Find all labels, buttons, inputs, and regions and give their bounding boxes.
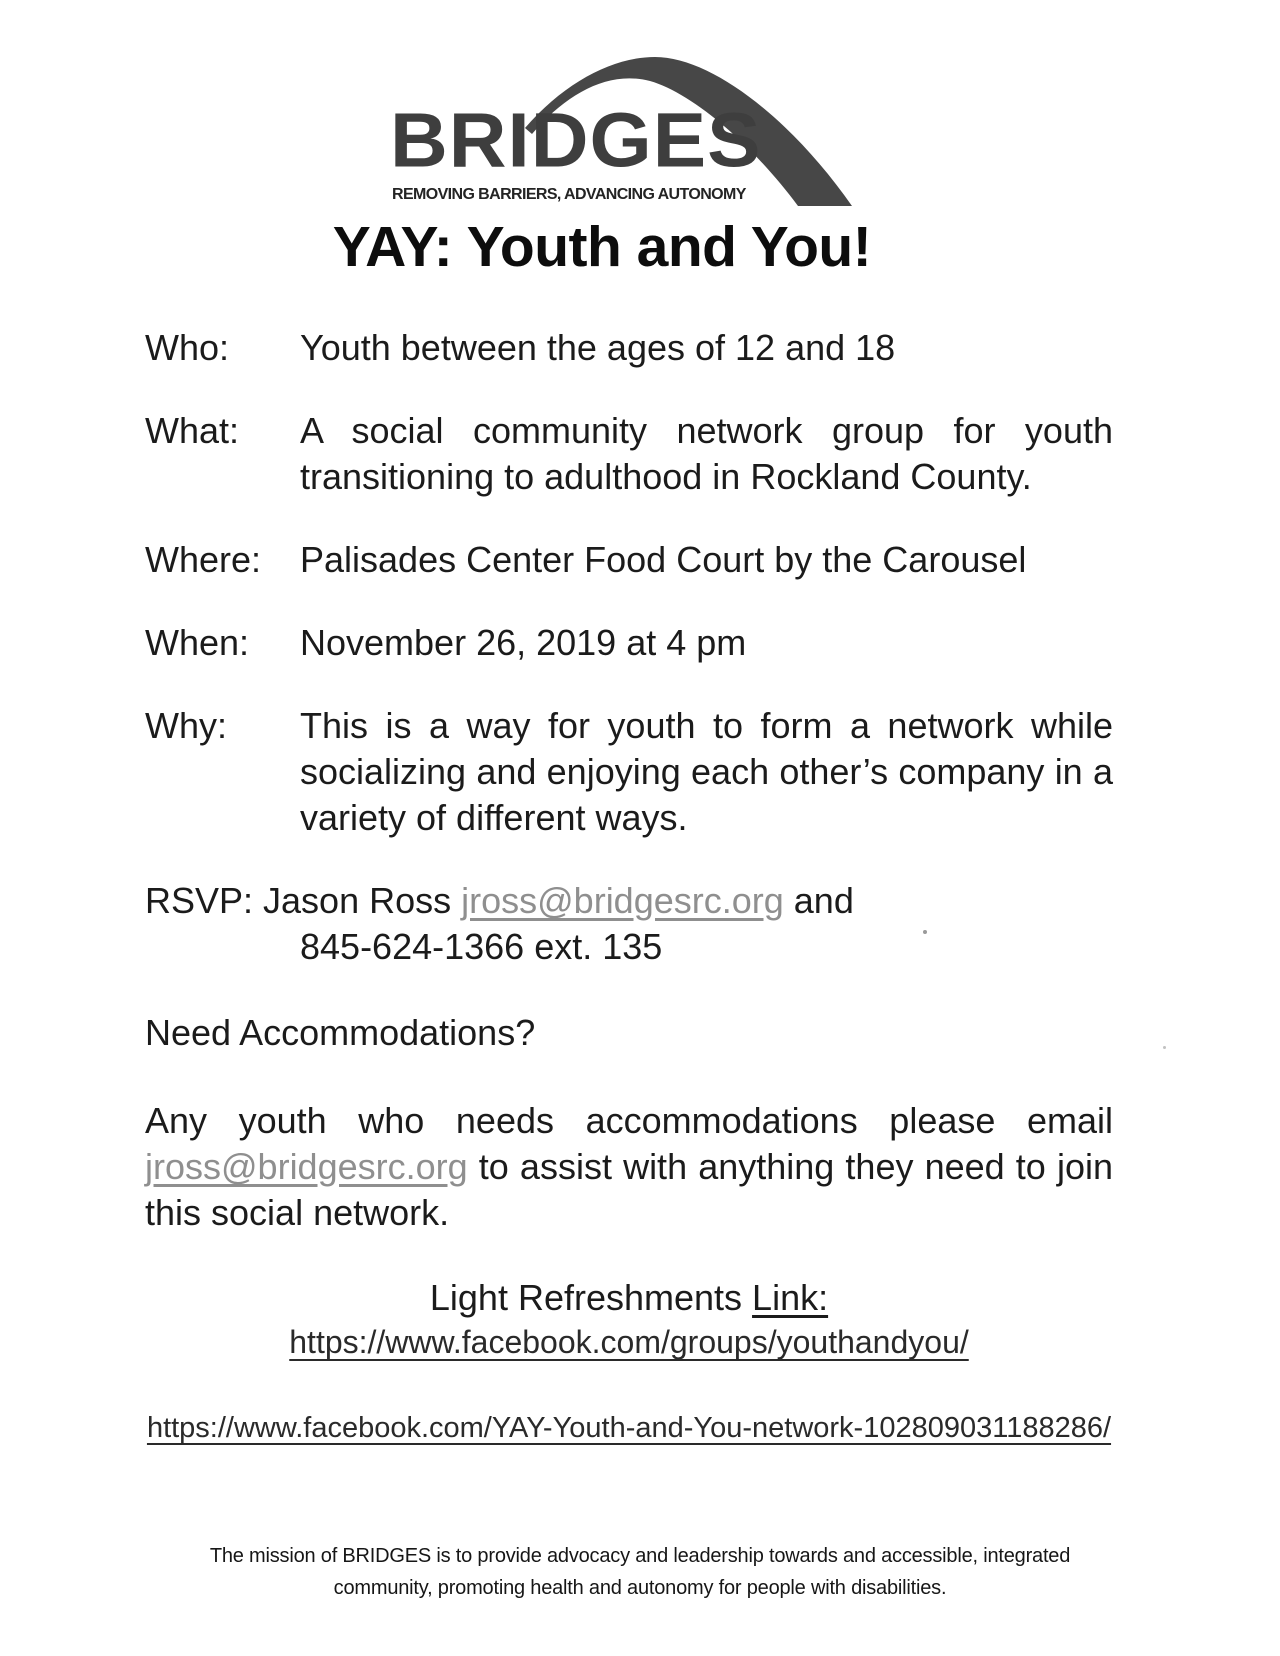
rsvp-text-suffix: and xyxy=(783,879,854,921)
info-text: Youth between the ages of 12 and 18 xyxy=(300,326,896,368)
facebook-group-link[interactable]: https://www.facebook.com/groups/youthandyou/ xyxy=(289,1324,969,1361)
info-label: When: xyxy=(145,621,250,663)
info-row-where xyxy=(145,537,1113,583)
info-text: This is a way for youth to form a network while socializing and enjoying each other’s company in a variety of different ways. xyxy=(300,704,1113,838)
scan-speckle xyxy=(1163,1046,1166,1049)
info-text: Palisades Center Food Court by the Carousel xyxy=(300,538,1027,580)
accommodations-heading: Need Accommodations? xyxy=(145,1011,536,1053)
rsvp-text: RSVP: Jason Ross xyxy=(145,879,462,921)
rsvp-phone: 845-624-1366 ext. 135 xyxy=(300,925,663,967)
mission-line-1: The mission of BRIDGES is to provide advocacy and leadership towards and accessible, integrated xyxy=(209,1545,1071,1567)
title-wrap xyxy=(0,216,1280,279)
info-text: November 26, 2019 at 4 pm xyxy=(300,621,747,663)
facebook-page-link[interactable]: https://www.facebook.com/YAY-Youth-and-You-network-102809031188286/ xyxy=(146,1412,1112,1445)
page-title: YAY: Youth and You! xyxy=(332,215,872,279)
mission-line-2: community, promoting health and autonomy for people with disabilities. xyxy=(333,1576,947,1599)
accommodations-paragraph xyxy=(145,1098,1113,1236)
rsvp-email-link[interactable]: jross@bridgesrc.org xyxy=(461,879,784,921)
rsvp-line xyxy=(145,878,1113,970)
refreshments-link-word[interactable]: Link: xyxy=(752,1276,829,1318)
bridges-logo xyxy=(370,52,870,210)
refreshments-text: Light Refreshments xyxy=(429,1276,753,1318)
refreshments-block xyxy=(145,1274,1113,1364)
accommodations-email-link[interactable]: jross@bridgesrc.org xyxy=(145,1145,468,1187)
info-label: Why: xyxy=(145,704,228,746)
info-label: Who: xyxy=(145,326,230,368)
info-row-what xyxy=(145,408,1113,500)
info-label: What: xyxy=(145,409,240,451)
info-row-why xyxy=(145,703,1113,841)
logo-wordmark: BRIDGES xyxy=(390,97,762,183)
info-label: Where: xyxy=(145,538,262,580)
mission-statement xyxy=(0,1541,1280,1604)
info-text: A social community network group for youth transitioning to adulthood in Rockland County. xyxy=(300,409,1113,497)
accommodations-text-after: to assist with anything they need to join this social network. xyxy=(145,1145,1113,1233)
info-row-who xyxy=(145,325,1113,371)
info-row-when xyxy=(145,620,1113,666)
flyer-body xyxy=(145,325,1113,1452)
scan-speckle xyxy=(923,930,927,934)
accommodations-text-before: Any youth who needs accommodations please email xyxy=(145,1099,1113,1141)
logo-tagline: REMOVING BARRIERS, ADVANCING AUTONOMY xyxy=(392,186,746,203)
